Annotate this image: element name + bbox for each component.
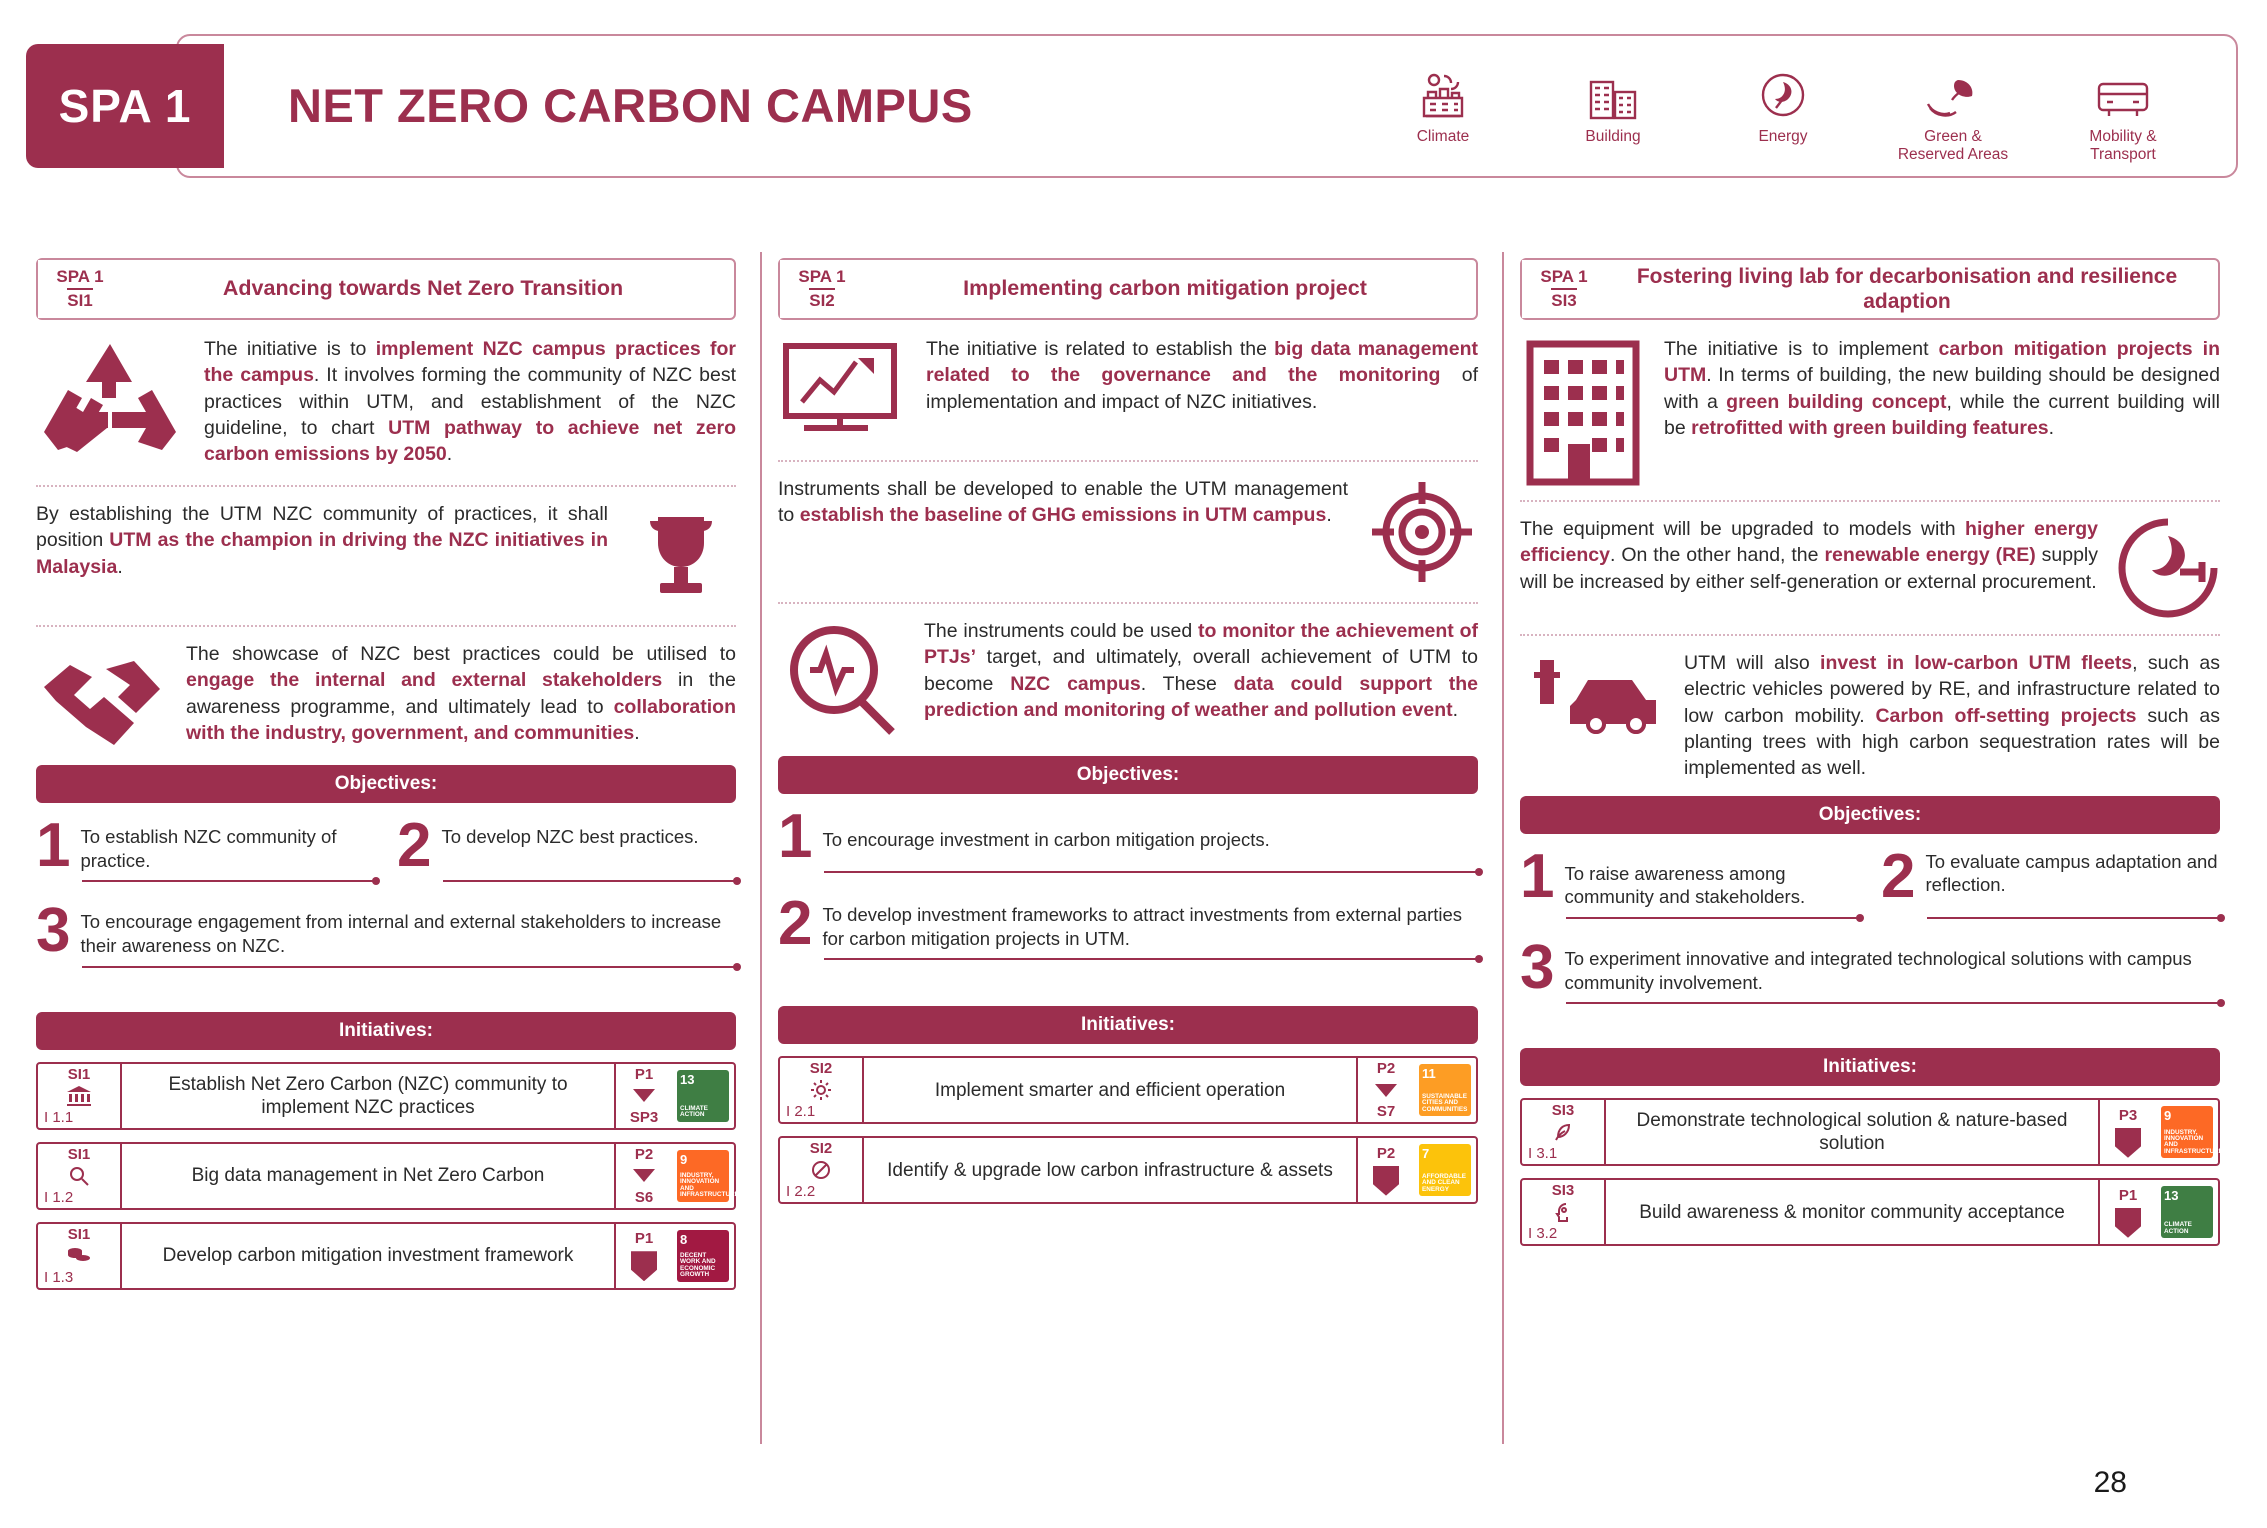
si3-objective-1-text: To raise awareness among community and stakeholders. (1564, 862, 1806, 908)
green-reserved-areas-icon (1922, 60, 1984, 122)
si2-block-2 (778, 476, 1478, 588)
si3-initiative-1-priority (2098, 1100, 2156, 1164)
si2-objectives-bar: Objectives: (778, 756, 1478, 794)
si1-badge-top: SPA 1 (56, 267, 104, 287)
si2-objective-2-num: 2 (778, 888, 813, 958)
si3-objective-3-num: 3 (1520, 932, 1555, 1002)
si2-block-3-text: The instruments could be used to monitor the achievement of PTJs’ target, and ultimately, overall achievement of UTM to become NZC campus. These data could support the prediction and monitoring of weather and pollution event. (924, 620, 1478, 721)
si3-objective-1-num: 1 (1520, 841, 1555, 911)
green-reserved-areas-icon-caption: Green & Reserved Areas (1897, 128, 2009, 163)
building-icon-caption: Building (1585, 128, 1641, 145)
sdg-label: DECENT WORK AND ECONOMIC GROWTH (680, 1252, 716, 1279)
sdg-label: AFFORDABLE AND CLEAN ENERGY (1422, 1172, 1467, 1193)
energy-icon (1758, 60, 1808, 122)
si2-initiative-1-left (780, 1058, 864, 1122)
energy-plug-icon (2116, 516, 2220, 620)
column-si3 (1520, 258, 2223, 1246)
si3-objective-1 (1520, 841, 1859, 925)
column-divider-1 (760, 252, 762, 1444)
si3-initiative-2-tag: SI3 (1551, 1182, 1575, 1200)
si2-initiative-2-tag: SI2 (809, 1140, 833, 1158)
si1-initiative-2-p-bottom: S6 (634, 1188, 654, 1206)
si2-initiative-2-sdg (1414, 1138, 1476, 1202)
si1-initiative-1[interactable] (36, 1062, 736, 1130)
coins-icon (66, 1243, 92, 1269)
sdg-label: SUSTAINABLE CITIES AND COMMUNITIES (1422, 1092, 1468, 1113)
si1-objective-2-num: 2 (397, 811, 432, 880)
sdg-number: 9 (2164, 1108, 2172, 1124)
si3-initiatives-bar: Initiatives: (1520, 1048, 2220, 1086)
page-number: 28 (2093, 1466, 2127, 1499)
si1-initiative-1-text: Establish Net Zero Carbon (NZC) community to implement NZC practices (168, 1073, 568, 1118)
si1-objective-3-num: 3 (36, 896, 71, 966)
sdg-number: 11 (1422, 1066, 1436, 1082)
bank-icon (66, 1083, 92, 1109)
sdg-label: CLIMATE ACTION (680, 1104, 708, 1119)
si2-block-1-text: The initiative is related to establish the big data management related to the governance and the monitoring of implementation and impact of NZC initiatives. (926, 338, 1478, 413)
si2-initiative-1-code: I 2.1 (786, 1103, 816, 1121)
si3-block-2 (1520, 516, 2220, 620)
si1-block-3-text: The showcase of NZC best practices could be utilised to engage the internal and external stakeholders in the awareness programme, and ultimately lead to collaboration with the industry, government, and communities. (186, 643, 736, 744)
si2-objectives (778, 802, 1478, 966)
si1-block-1 (36, 336, 736, 471)
si1-block-3 (36, 641, 736, 751)
no-entry-icon (810, 1157, 832, 1183)
gear-icon (809, 1077, 833, 1103)
si2-block-2-text: Instruments shall be developed to enable the UTM management to establish the baseline of GHG emissions in UTM campus. (778, 478, 1348, 527)
si1-badge (38, 260, 122, 318)
si1-block-2-text: By establishing the UTM NZC community of practices, it shall position UTM as the champion in driving the NZC initiatives in Malaysia. (36, 503, 608, 578)
si2-initiative-1-p-bottom: S7 (1376, 1103, 1396, 1121)
si2-objective-2 (778, 888, 1478, 966)
sdg-label: CLIMATE ACTION (2164, 1221, 2192, 1235)
si1-initiative-3-p-top: P1 (634, 1230, 654, 1248)
si3-objective-3-text: To experiment innovative and integrated technological solutions with campus community involvement. (1564, 947, 2192, 993)
mobility-transport-icon-item (2060, 60, 2186, 164)
head-idea-icon (1551, 1199, 1575, 1225)
sdg-number: 8 (680, 1231, 688, 1247)
si3-initiative-2-code: I 3.2 (1528, 1225, 1558, 1243)
si3-objective-2-text: To evaluate campus adaptation and reflection. (1925, 850, 2218, 896)
si3-block-2-text: The equipment will be upgraded to models with higher energy efficiency. On the other hand, the renewable energy (RE) supply will be increased by either self-generation or external procurement. (1520, 518, 2098, 593)
climate-icon-caption: Climate (1416, 128, 1470, 145)
leaf-pin-icon (1552, 1119, 1574, 1145)
si3-initiative-1-sdg (2156, 1100, 2223, 1164)
si1-objective-2-text: To develop NZC best practices. (441, 826, 699, 847)
si2-initiative-2-text: Identify & upgrade low carbon infrastructure & assets (887, 1159, 1333, 1181)
si2-badge (780, 260, 864, 318)
si1-block-2 (36, 501, 736, 611)
handshake-icon (36, 641, 168, 751)
si1-initiative-1-code: I 1.1 (44, 1108, 74, 1126)
building-icon (1585, 60, 1641, 122)
si3-initiative-1-left (1522, 1100, 1606, 1164)
si1-initiatives-bar: Initiatives: (36, 1012, 736, 1050)
si2-objective-1 (778, 802, 1478, 879)
si2-title: Implementing carbon mitigation project (963, 276, 1367, 301)
si1-objectives (36, 811, 736, 974)
si1-initiative-3-code: I 1.3 (44, 1268, 74, 1286)
si2-initiatives-bar: Initiatives: (778, 1006, 1478, 1044)
column-si1 (36, 258, 739, 1290)
si1-initiative-2-left (38, 1144, 122, 1208)
si2-header (778, 258, 1478, 320)
si3-objectives (1520, 841, 2220, 1011)
si1-initiative-1-tag: SI1 (67, 1065, 91, 1083)
si2-initiative-1-text: Implement smarter and efficient operation (934, 1079, 1286, 1101)
office-building-icon (1520, 336, 1646, 486)
si3-block-1 (1520, 336, 2220, 486)
si2-block-3 (778, 618, 1478, 742)
si1-initiative-1-p-top: P1 (634, 1065, 654, 1083)
si3-initiative-2-p-top: P1 (2118, 1186, 2138, 1204)
si1-badge-bottom: SI1 (67, 291, 93, 310)
si2-badge-bottom: SI2 (809, 291, 835, 310)
si2-initiative-1-sdg (1414, 1058, 1476, 1122)
si3-badge-bottom: SI3 (1551, 291, 1577, 310)
si3-initiative-2[interactable] (1520, 1178, 2220, 1246)
si1-initiative-1-sdg (672, 1064, 734, 1128)
si3-initiative-1[interactable] (1520, 1098, 2223, 1166)
sdg-label: INDUSTRY, INNOVATION AND INFRASTRUCTURE (2164, 1128, 2223, 1155)
si3-initiative-1-code: I 3.1 (1528, 1145, 1558, 1163)
si3-initiative-1-text: Demonstrate technological solution & nature-based solution (1636, 1110, 2068, 1155)
si3-initiative-2-text: Build awareness & monitor community acceptance (1639, 1201, 2065, 1223)
si3-initiative-1-tag: SI3 (1551, 1102, 1575, 1120)
si1-initiative-3-tag: SI1 (67, 1225, 91, 1243)
si2-initiative-2-priority (1356, 1138, 1414, 1202)
si1-objective-2 (397, 811, 736, 888)
si2-initiative-2[interactable] (778, 1136, 1478, 1204)
si3-title: Fostering living lab for decarbonisation and resilience adaption (1636, 264, 2178, 313)
si2-objective-2-text: To develop investment frameworks to attract investments from external parties for carbon mitigation projects in UTM. (822, 903, 1463, 949)
si3-initiative-2-priority (2098, 1180, 2156, 1244)
column-divider-2 (1502, 252, 1504, 1444)
si2-initiative-1-tag: SI2 (809, 1060, 833, 1078)
si3-block-1-text: The initiative is to implement carbon mitigation projects in UTM. In terms of building, the new building should be designed with a green building concept, while the current building will be retrofitted with green building features. (1664, 338, 2220, 439)
si1-initiative-3-text: Develop carbon mitigation investment framework (162, 1245, 574, 1267)
si2-initiative-2-left (780, 1138, 864, 1202)
si3-badge (1522, 260, 1606, 318)
si3-objectives-bar: Objectives: (1520, 796, 2220, 834)
si1-objective-1-text: To establish NZC community of practice. (80, 826, 337, 871)
magnifier-icon (67, 1163, 91, 1189)
si1-header (36, 258, 736, 320)
si1-initiative-3-sdg (672, 1224, 734, 1288)
si1-initiative-2-code: I 1.2 (44, 1188, 74, 1206)
si3-block-3 (1520, 650, 2220, 782)
sdg-label: INDUSTRY, INNOVATION AND INFRASTRUCTURE (680, 1172, 739, 1199)
si1-initiative-3-priority (614, 1224, 672, 1288)
si1-block-1-text: The initiative is to implement NZC campus practices for the campus. It involves forming the community of NZC best practices within UTM, and establishment of the NZC guideline, to chart UTM pathway to achieve net zero carbon emissions by 2050. (204, 338, 736, 466)
si1-title: Advancing towards Net Zero Transition (222, 276, 624, 301)
si1-initiative-2-priority (614, 1144, 672, 1208)
si1-objectives-bar: Objectives: (36, 765, 736, 803)
si1-initiative-2-tag: SI1 (67, 1145, 91, 1163)
si1-initiative-1-left (38, 1064, 122, 1128)
si1-initiative-3[interactable] (36, 1222, 736, 1290)
si2-initiative-1-p-top: P2 (1376, 1060, 1396, 1078)
monitor-chart-icon (778, 336, 908, 446)
si2-initiative-2-code: I 2.2 (786, 1183, 816, 1201)
page-title: NET ZERO CARBON CAMPUS (288, 79, 973, 132)
si3-objective-3 (1520, 932, 2220, 1010)
target-icon (1366, 476, 1478, 588)
si3-initiative-2-sdg (2156, 1180, 2218, 1244)
green-reserved-areas-icon-item (1890, 60, 2016, 164)
si1-initiative-3-left (38, 1224, 122, 1288)
spa-tag: SPA 1 (26, 44, 224, 168)
ev-charging-icon (1520, 650, 1666, 754)
si1-initiative-2-p-top: P2 (634, 1145, 654, 1163)
si2-block-1 (778, 336, 1478, 446)
si1-objective-3 (36, 896, 736, 973)
si1-objective-1-num: 1 (36, 811, 71, 880)
pulse-magnifier-icon (778, 618, 906, 742)
si2-initiative-1-priority (1356, 1058, 1414, 1122)
si3-objective-2 (1881, 841, 2220, 925)
si2-initiative-1[interactable] (778, 1056, 1478, 1124)
si1-objective-3-text: To encourage engagement from internal and external stakeholders to increase their awareness on NZC. (80, 911, 722, 957)
building-icon-item (1550, 60, 1676, 164)
si1-initiative-2[interactable] (36, 1142, 739, 1210)
column-si2 (778, 258, 1478, 1204)
si1-initiative-2-sdg (672, 1144, 739, 1208)
recycle-icon (36, 336, 186, 471)
sdg-number: 7 (1422, 1146, 1430, 1162)
energy-icon-caption: Energy (1758, 128, 1808, 145)
si3-initiative-2-left (1522, 1180, 1606, 1244)
energy-icon-item (1720, 60, 1846, 164)
si1-initiative-1-p-bottom: SP3 (629, 1108, 659, 1126)
si3-initiative-1-p-top: P3 (2118, 1106, 2138, 1124)
si1-objective-1 (36, 811, 375, 888)
climate-icon-item (1380, 60, 1506, 164)
mobility-transport-icon-caption: Mobility & Transport (2089, 128, 2157, 163)
sdg-number: 9 (680, 1151, 688, 1167)
si3-header (1520, 258, 2220, 320)
si2-objective-1-text: To encourage investment in carbon mitigation projects. (822, 829, 1270, 850)
sdg-number: 13 (2164, 1188, 2179, 1204)
si2-objective-1-num: 1 (778, 802, 813, 871)
theme-icon-row (1380, 60, 2186, 164)
si3-block-3-text: UTM will also invest in low-carbon UTM fleets, such as electric vehicles powered by RE, and infrastructure related to low carbon mobility. Carbon off-setting projects such as planting trees with high carbon sequestration rates will be implemented as well. (1684, 652, 2220, 780)
climate-icon (1414, 60, 1472, 122)
si1-initiative-2-text: Big data management in Net Zero Carbon (191, 1165, 545, 1187)
si2-badge-top: SPA 1 (798, 267, 846, 287)
si3-objective-2-num: 2 (1881, 841, 1916, 911)
si2-initiative-2-p-top: P2 (1376, 1144, 1396, 1162)
mobility-transport-icon (2091, 60, 2155, 122)
si1-initiative-1-priority (614, 1064, 672, 1128)
trophy-icon (626, 501, 736, 611)
si3-badge-top: SPA 1 (1540, 267, 1588, 287)
page-header (26, 34, 2238, 178)
sdg-number: 13 (680, 1071, 695, 1087)
